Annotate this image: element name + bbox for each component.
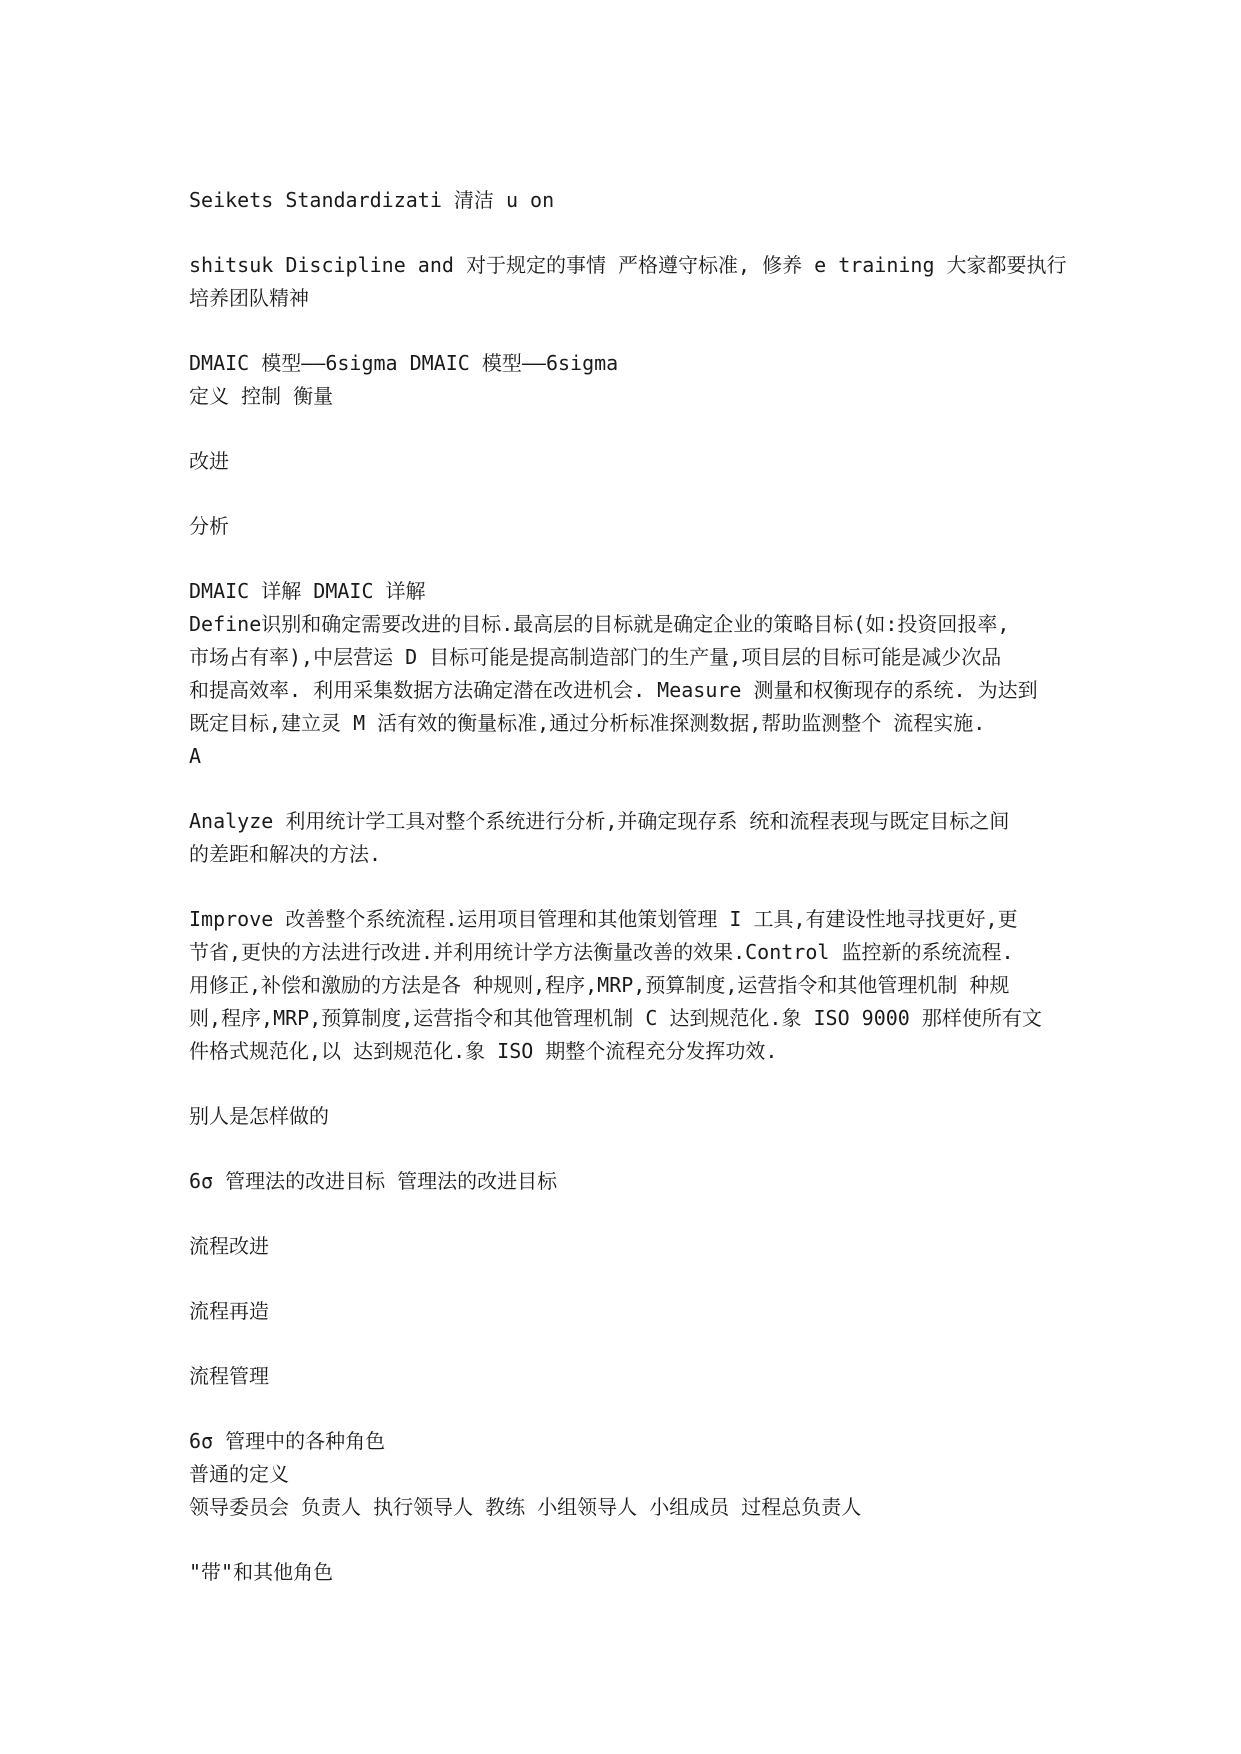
- text-line: DMAIC 模型——6sigma DMAIC 模型——6sigma: [189, 351, 619, 375]
- text-line: 流程改进: [189, 1234, 269, 1258]
- text-line: DMAIC 详解 DMAIC 详解: [189, 579, 426, 603]
- text-line: 培养团队精神: [189, 286, 309, 310]
- paragraph-dmaic-detail: [189, 575, 1069, 773]
- text-line: 节省,更快的方法进行改进.并利用统计学方法衡量改善的效果.Control 监控新的系统流程.: [189, 940, 1014, 964]
- text-line: 则,程序,MRP,预算制度,运营指令和其他管理机制 C 达到规范化.象 ISO 9000 那样使所有文: [189, 1006, 1042, 1030]
- text-line: "带"和其他角色: [189, 1560, 334, 1584]
- text-line: 和提高效率. 利用采集数据方法确定潜在改进机会. Measure 测量和权衡现存的系统. 为达到: [189, 678, 1038, 702]
- text-line: 市场占有率),中层营运 D 目标可能是提高制造部门的生产量,项目层的目标可能是减少次品: [189, 645, 1002, 669]
- text-line: 6σ 管理中的各种角色: [189, 1429, 386, 1453]
- paragraph-others: [189, 1100, 1069, 1133]
- text-line: 流程管理: [189, 1364, 269, 1388]
- paragraph-improve-control: [189, 903, 1069, 1068]
- text-line: shitsuk Discipline and 对于规定的事情 严格遵守标准, 修养 e training 大家都要执行: [189, 253, 1067, 277]
- text-line: 改进: [189, 449, 229, 473]
- paragraph-improve-label: [189, 445, 1069, 478]
- paragraph-analyze-label: [189, 510, 1069, 543]
- text-line: Improve 改善整个系统流程.运用项目管理和其他策划管理 I 工具,有建设性地寻找更好,更: [189, 907, 1018, 931]
- text-line: 别人是怎样做的: [189, 1104, 329, 1128]
- text-line: Define识别和确定需要改进的目标.最高层的目标就是确定企业的策略目标(如:投资回报率,: [189, 612, 1010, 636]
- text-line: 的差距和解决的方法.: [189, 842, 382, 866]
- paragraph-roles: [189, 1425, 1069, 1524]
- text-line: A: [189, 744, 202, 768]
- paragraph-process-improve: [189, 1230, 1069, 1263]
- document-page: [189, 184, 1069, 1589]
- paragraph-shitsuke: [189, 249, 1069, 315]
- paragraph-dmaic-model: [189, 347, 1069, 413]
- paragraph-seiketsu: [189, 184, 1069, 217]
- paragraph-6sigma-goals: [189, 1165, 1069, 1198]
- text-line: 既定目标,建立灵 M 活有效的衡量标准,通过分析标准探测数据,帮助监测整个 流程实施.: [189, 711, 986, 735]
- paragraph-belts: [189, 1556, 1069, 1589]
- text-line: 普通的定义: [189, 1462, 289, 1486]
- text-line: 件格式规范化,以 达到规范化.象 ISO 期整个流程充分发挥功效.: [189, 1039, 778, 1063]
- paragraph-process-reengineer: [189, 1295, 1069, 1328]
- text-line: Seikets Standardizati 清洁 u on: [189, 188, 555, 212]
- text-line: 定义 控制 衡量: [189, 384, 334, 408]
- text-line: 流程再造: [189, 1299, 269, 1323]
- text-line: Analyze 利用统计学工具对整个系统进行分析,并确定现存系 统和流程表现与既定目标之间: [189, 809, 1010, 833]
- text-line: 6σ 管理法的改进目标 管理法的改进目标: [189, 1169, 558, 1193]
- text-line: 领导委员会 负责人 执行领导人 教练 小组领导人 小组成员 过程总负责人: [189, 1495, 862, 1519]
- text-line: 分析: [189, 514, 229, 538]
- text-line: 用修正,补偿和激励的方法是各 种规则,程序,MRP,预算制度,运营指令和其他管理机制 种规: [189, 973, 1010, 997]
- paragraph-analyze: [189, 805, 1069, 871]
- paragraph-process-manage: [189, 1360, 1069, 1393]
